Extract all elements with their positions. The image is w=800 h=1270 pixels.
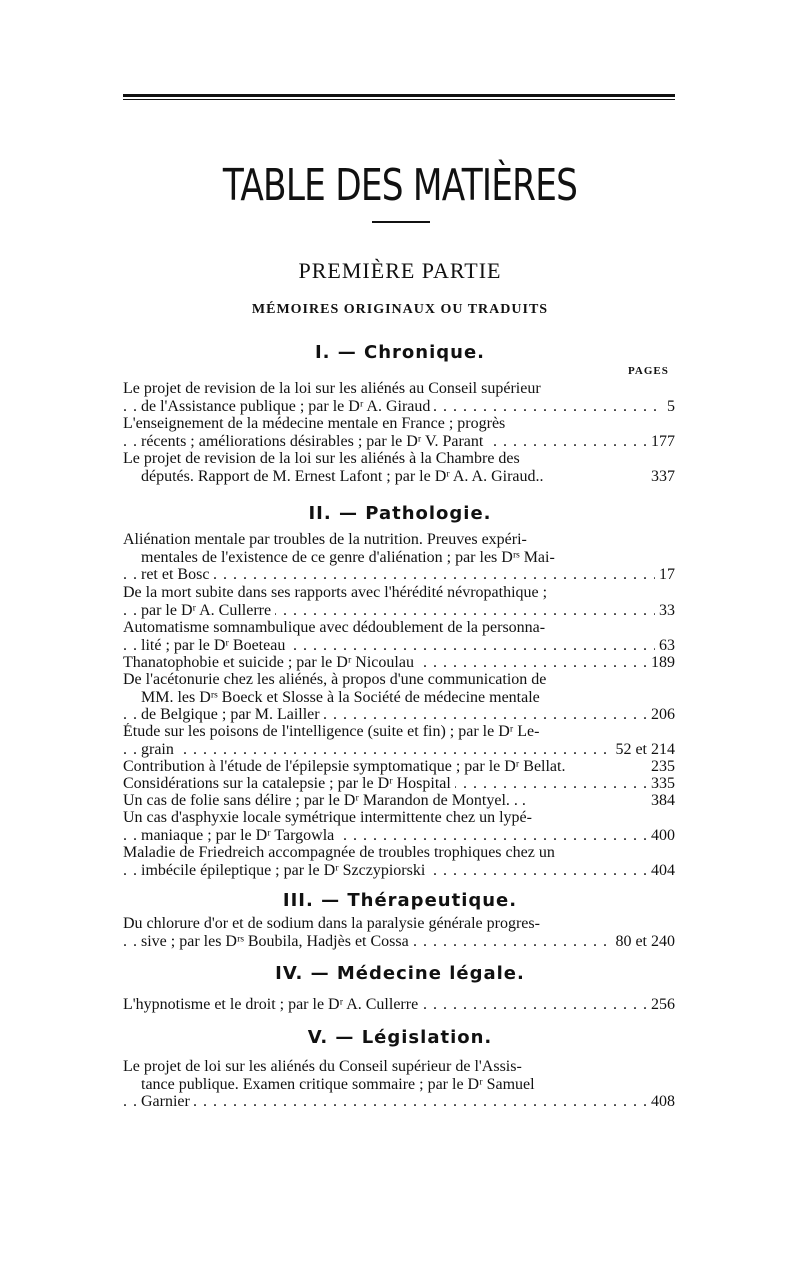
entry-line: Garnier 408 . . . [123, 1093, 675, 1111]
page-number: 337 [647, 468, 675, 486]
toc-entry[interactable] [123, 584, 675, 619]
entry-line: Étude sur les poisons de l'intelligence (suite et fin) ; par le Dʳ Le- [123, 723, 675, 741]
entry-line: Le projet de loi sur les aliénés du Conseil supérieur de l'Assis- [123, 1058, 675, 1076]
section-heading-legislation: V. — Législation. [307, 1027, 493, 1048]
page-number: 80 et 240 [611, 933, 675, 951]
page-number: 256 [647, 996, 675, 1014]
entry-line: récents ; améliorations désirables ; par le Dʳ V. Parant 177 . . . [123, 433, 675, 451]
toc-entry[interactable] [123, 671, 675, 724]
section-heading-medecine-legale: IV. — Médecine légale. [275, 963, 525, 984]
entry-line: députés. Rapport de M. Ernest Lafont ; par le Dʳ A. A. Giraud.. 337 [141, 467, 675, 485]
page-number: 404 [647, 862, 675, 880]
entry-line: Maladie de Friedreich accompagnée de troubles trophiques chez un [123, 844, 675, 862]
entry-line: Contribution à l'étude de l'épilepsie symptomatique ; par le Dʳ Bellat. 235 [123, 758, 675, 775]
page-title: TABLE DES MATIÈRES [222, 160, 578, 211]
toc-entry[interactable] [123, 619, 675, 654]
toc-entry[interactable] [123, 723, 675, 758]
entry-line: MM. les Dʳˢ Boeck et Slosse à la Société de médecine mentale [123, 689, 675, 707]
page-number: 177 [647, 433, 675, 451]
toc-entry[interactable] [123, 809, 675, 844]
entry-line: de l'Assistance publique ; par le Dʳ A. Giraud 5 . . . [123, 398, 675, 416]
entry-line: de Belgique ; par M. Lailler 206 . . . [123, 706, 675, 724]
page-number: 206 [647, 706, 675, 724]
entry-line: Un cas de folie sans délire ; par le Dʳ Marandon de Montyel. . . 384 [123, 792, 675, 809]
entry-line: L'hypnotisme et le droit ; par le Dʳ A. Cullerre 256 . . . [123, 996, 675, 1014]
top-thin-rule [123, 99, 675, 100]
entry-line: maniaque ; par le Dʳ Targowla 400 . . . [123, 827, 675, 845]
page-number: 408 [647, 1093, 675, 1111]
entry-line: lité ; par le Dʳ Boeteau 63 . . . [123, 637, 675, 655]
toc-entry[interactable] [123, 915, 675, 950]
page-number: 400 [647, 827, 675, 845]
page-number: 5 [663, 398, 675, 416]
toc-entry[interactable] [123, 1058, 675, 1111]
entry-line: ret et Bosc 17 . . . [123, 566, 675, 584]
toc-entry[interactable] [123, 415, 675, 450]
part-heading: PREMIÈRE PARTIE [298, 258, 502, 283]
page-number: 235 [647, 758, 675, 776]
toc-entry[interactable] [123, 450, 675, 485]
entry-line: Aliénation mentale par troubles de la nutrition. Preuves expéri- [123, 531, 675, 549]
entry-line: Le projet de revision de la loi sur les aliénés au Conseil supérieur [123, 380, 675, 398]
page-number: 189 [647, 654, 675, 672]
entry-line: De l'acétonurie chez les aliénés, à propos d'une communication de [123, 671, 675, 689]
toc-entry[interactable] [123, 758, 675, 776]
toc-entry[interactable] [123, 844, 675, 879]
page-number: 52 et 214 [611, 741, 675, 759]
part-subtitle: MÉMOIRES ORIGINAUX OU TRADUITS [251, 302, 549, 317]
entry-line: tance publique. Examen critique sommaire ; par le Dʳ Samuel [123, 1076, 675, 1094]
page-number: 17 [655, 566, 675, 584]
toc-entry[interactable] [123, 380, 675, 415]
entry-line: sive ; par les Dʳˢ Boubila, Hadjès et Cossa 80 et 240 . . . [123, 933, 675, 951]
entry-line: Considérations sur la catalepsie ; par le Dʳ Hospital 335 . . . [123, 775, 675, 793]
page-number: 384 [647, 792, 675, 810]
entry-line: Automatisme somnambulique avec dédoublement de la personna- [123, 619, 675, 637]
toc-entry[interactable] [123, 775, 675, 793]
pages-column-label: PAGES [628, 365, 669, 377]
toc-entry[interactable] [123, 654, 675, 672]
page-number: 63 [655, 637, 675, 655]
entry-line: Thanatophobie et suicide ; par le Dʳ Nicoulau 189 . . . [123, 654, 675, 672]
entry-line: De la mort subite dans ses rapports avec l'hérédité névropathique ; [123, 584, 675, 602]
section-heading-chronique: I. — Chronique. [314, 342, 486, 363]
top-double-rule [123, 94, 675, 97]
toc-entry[interactable] [123, 996, 675, 1014]
page-number: 33 [655, 602, 675, 620]
page-number: 335 [647, 775, 675, 793]
title-divider [372, 221, 430, 223]
entry-line: imbécile épileptique ; par le Dʳ Szczypiorski 404 . . . [123, 862, 675, 880]
entry-line: Le projet de revision de la loi sur les aliénés à la Chambre des [123, 450, 675, 468]
section-heading-pathologie: II. — Pathologie. [308, 503, 492, 524]
entry-line: Du chlorure d'or et de sodium dans la paralysie générale progres- [123, 915, 675, 933]
entry-line: L'enseignement de la médecine mentale en France ; progrès [123, 415, 675, 433]
entry-line: Un cas d'asphyxie locale symétrique intermittente chez un lypé- [123, 809, 675, 827]
toc-entry[interactable] [123, 531, 675, 584]
entry-line: grain 52 et 214 . . . [123, 741, 675, 759]
entry-line: par le Dʳ A. Cullerre 33 . . . [123, 602, 675, 620]
entry-line: mentales de l'existence de ce genre d'aliénation ; par les Dʳˢ Mai- [123, 549, 675, 567]
toc-entry[interactable] [123, 792, 675, 810]
section-heading-therapeutique: III. — Thérapeutique. [282, 890, 518, 911]
